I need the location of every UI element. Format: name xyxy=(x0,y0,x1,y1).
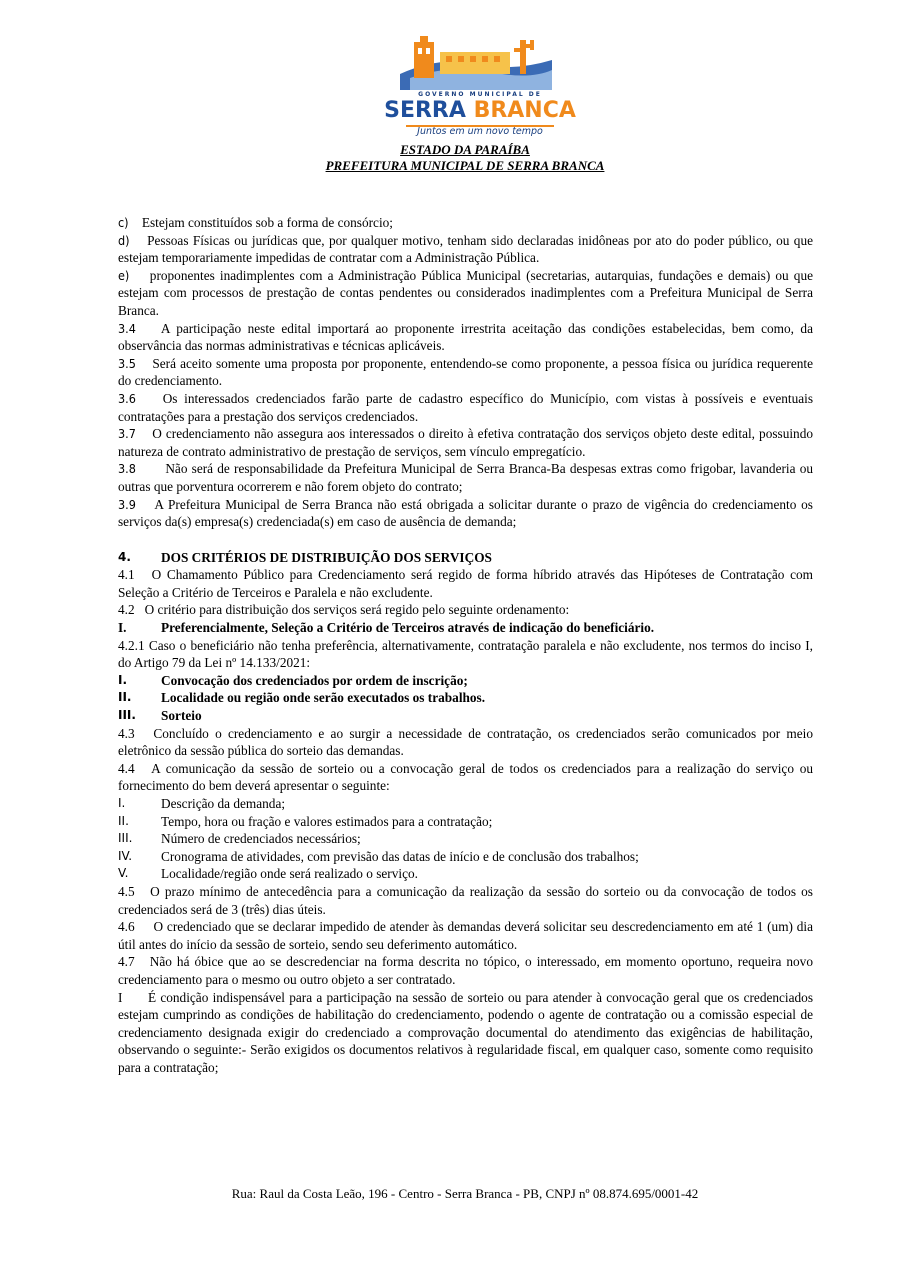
item-e: e) proponentes inadimplentes com a Administração Pública Municipal (secretarias, autarquias, fundações e demais) ou que estejam com processos de prestação de contas pendentes ou considerados inadimplentes com a Prefeitura Municipal de Serra Branca. xyxy=(118,267,814,318)
item-4-4: 4.4 A comunicação da sessão de sorteio ou a convocação geral de todos os credenciados para a realização do serviço ou fornecimento do bem deverá apresentar o seguinte: xyxy=(118,760,813,794)
criterion-1: I. Convocação dos credenciados por ordem de inscrição; xyxy=(118,672,468,688)
requirement-5: V. Localidade/região onde será realizado o serviço. xyxy=(118,866,418,882)
item-4-5: 4.5 O prazo mínimo de antecedência para a comunicação da realização da sessão do sorteio ou da convocação de todos os credenciados será de 3 (três) dias úteis. xyxy=(118,883,813,917)
item-4-6: 4.6 O credenciado que se declarar impedido de atender às demandas deverá solicitar seu descredenciamento em até 1 (um) dia útil antes do início da sessão de sorteio, sendo seu deferimento automático. xyxy=(118,919,813,952)
logo-name xyxy=(370,99,590,123)
requirement-3: III. Número de credenciados necessários; xyxy=(118,831,361,847)
prefecture-heading: PREFEITURA MUNICIPAL DE SERRA BRANCA xyxy=(325,158,605,173)
item-3-4: 3.4 A participação neste edital importará ao proponente irrestrita aceitação das condições estabelecidas, bem como, da observância das normas administrativas e técnicas aplicáveis. xyxy=(118,320,813,354)
item-4-3: 4.3 Concluído o credenciamento e ao surgir a necessidade de contratação, os credenciados serão comunicados por meio eletrônico da sessão pública do sorteio das demandas. xyxy=(118,725,813,759)
item-3-5: 3.5 Será aceito somente uma proposta por proponente, entendendo-se como proponente, a pessoa física ou jurídica requerente do credenciamento. xyxy=(118,355,814,389)
item-c: c) Estejam constituídos sob a forma de consórcio; xyxy=(118,215,393,230)
item-3-6: 3.6 Os interessados credenciados farão parte de cadastro específico do Município, com vistas à possíveis e eventuais contratações para a prestação dos serviços credenciados. xyxy=(118,390,814,424)
footer-address: Rua: Raul da Costa Leão, 196 - Centro - Serra Branca - PB, CNPJ nº 08.874.695/0001-42 xyxy=(231,1186,699,1201)
logo-name-part-b: BRANCA xyxy=(473,98,576,123)
item-4-2-1: 4.2.1 Caso o beneficiário não tenha preferência, alternativamente, contratação paralela e não excludente, nos termos do inciso I, do Artigo 79 da Lei nº 14.133/2021: xyxy=(118,637,814,671)
document-body xyxy=(118,214,813,1077)
requirement-2: II. Tempo, hora ou fração e valores estimados para a contratação; xyxy=(118,813,493,829)
city-skyline-icon xyxy=(400,34,552,90)
item-3-7: 3.7 O credenciamento não assegura aos interessados o direito à efetiva contratação dos serviços objeto deste edital, possuindo natureza de contrato administrativo de prestação de serviços, sem vínculo empregatício. xyxy=(118,426,813,459)
item-d: d) Pessoas Físicas ou jurídicas que, por qualquer motivo, tenham sido declaradas inidôneas por ato do poder público, ou que estejam temporariamente impedidas de contratar com a Administração Pública. xyxy=(118,232,814,266)
item-4-1: 4.1 O Chamamento Público para Credenciamento será regido de forma híbrido através das Hipóteses de Contratação com Seleção a Critério de Terceiros e Paralela e não excludente. xyxy=(118,567,813,600)
section-gap xyxy=(118,531,813,549)
preferential-criterion: I. Preferencialmente, Seleção a Critério de Terceiros através de indicação do beneficiário. xyxy=(118,620,655,636)
item-habilitation: I É condição indispensável para a participação na sessão de sorteio ou para atender à convocação geral que os credenciados estejam cumprindo as condições de habilitação do credenciamento, podendo o agente de contratação ou a comissão especial de credenciamento designada exigir do credenciado a comprovação documental do atendimento das exigências de habilitação, observando o seguinte:- Serão exigidos os documentos relativos à regularidade fiscal, em qualquer caso, somente como requisito para a contratação; xyxy=(118,989,813,1075)
section-4-heading: 4. DOS CRITÉRIOS DE DISTRIBUIÇÃO DOS SERVIÇOS xyxy=(118,549,492,565)
item-3-9: 3.9 A Prefeitura Municipal de Serra Branca não está obrigada a solicitar durante o prazo de vigência do credenciamento os serviços da(s) empresa(s) credenciada(s) em caso de ausência de demanda; xyxy=(118,496,813,530)
item-4-7: 4.7 Não há óbice que ao se descredenciar na forma descrita no tópico, o interessado, em momento oportuno, requeira novo credenciamento para o mesmo ou outro objeto a ser contratado. xyxy=(118,954,813,987)
requirement-1: I. Descrição da demanda; xyxy=(118,796,286,811)
state-heading: ESTADO DA PARAÍBA xyxy=(400,142,530,157)
requirement-4: IV. Cronograma de atividades, com previsão das datas de início e de conclusão dos trabalhos; xyxy=(118,848,639,864)
criterion-2: II. Localidade ou região onde serão executados os trabalhos. xyxy=(118,690,486,706)
logo-top-text: GOVERNO MUNICIPAL DE xyxy=(418,91,542,98)
logo-name-part-a: SERRA xyxy=(384,98,466,123)
criterion-3: III. Sorteio xyxy=(118,708,202,724)
logo-tagline: Juntos em um novo tempo xyxy=(417,126,543,137)
item-4-2: 4.2 O critério para distribuição dos serviços será regido pelo seguinte ordenamento: xyxy=(118,602,570,618)
item-3-8: 3.8 Não será de responsabilidade da Prefeitura Municipal de Serra Branca-Ba despesas extras como frigobar, lavanderia ou outras que porventura ocorrerem e não forem objeto do contrato; xyxy=(118,461,813,494)
municipal-logo xyxy=(370,30,590,142)
